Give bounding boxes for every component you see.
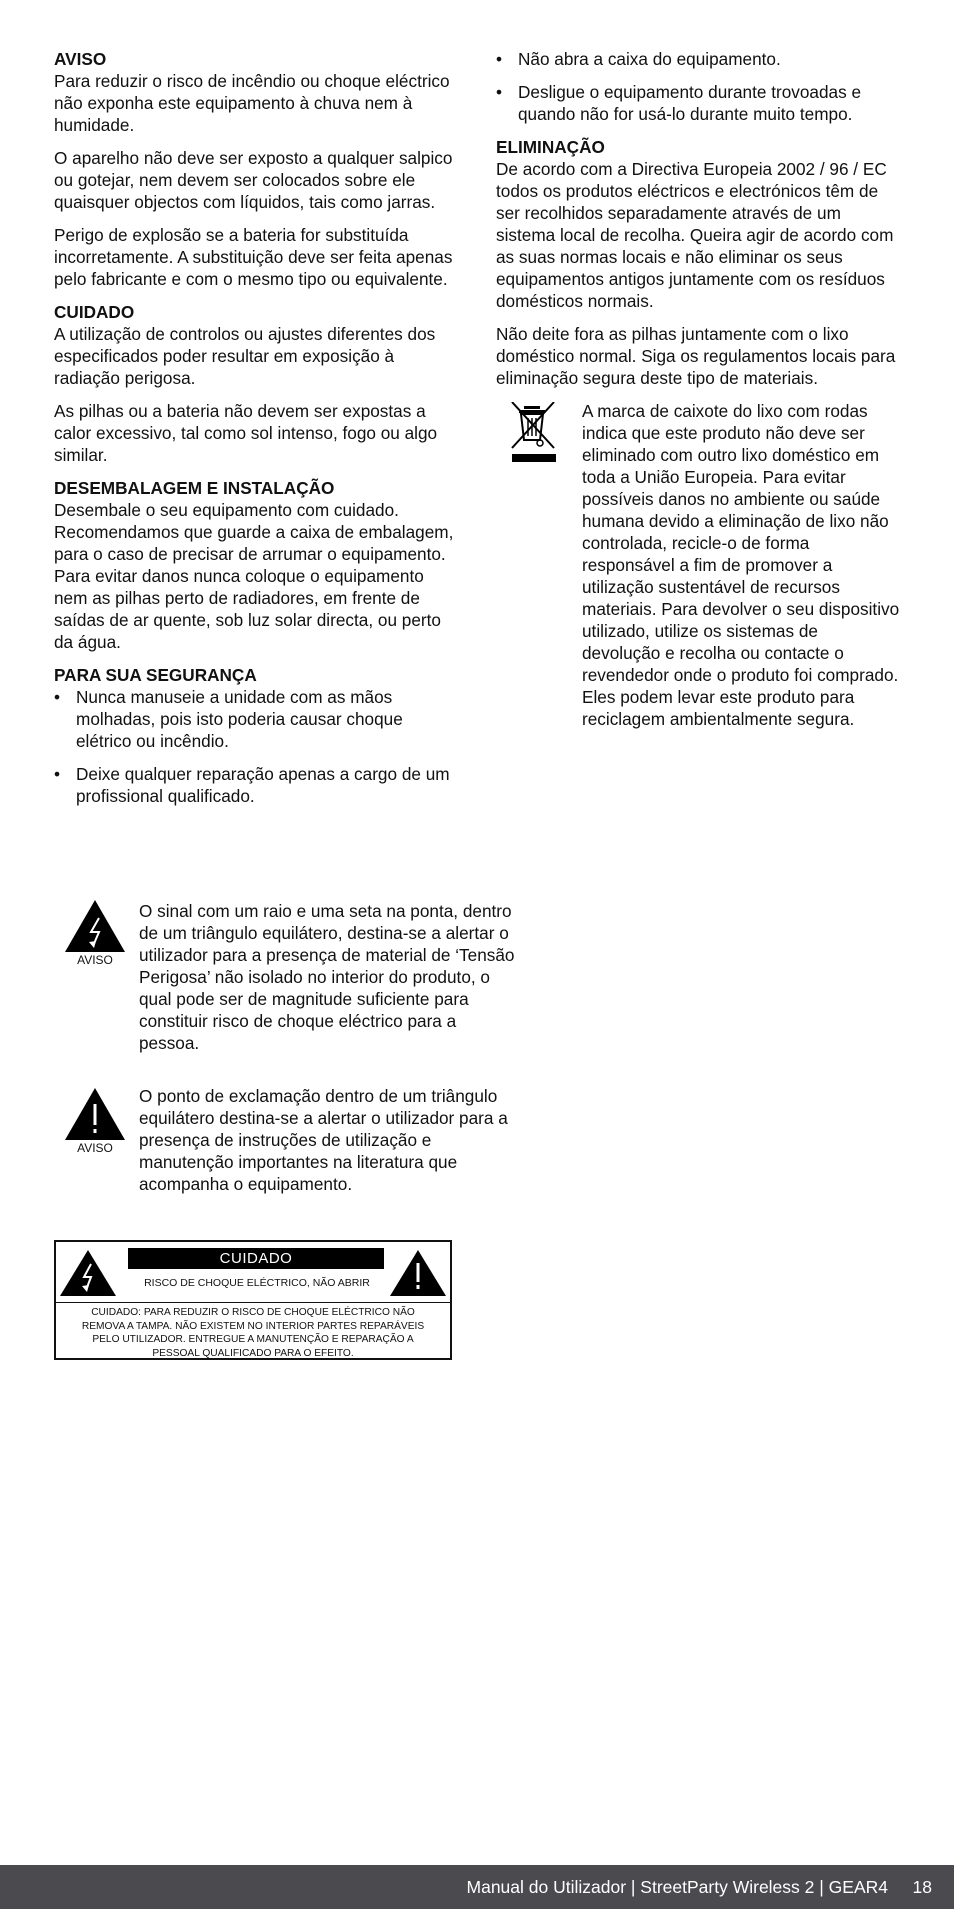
heading-eliminacao: ELIMINAÇÃO <box>496 137 605 157</box>
weee-notice <box>496 400 900 730</box>
list-item: • Nunca manuseie a unidade com as mãos molhadas, pois isto poderia causar choque elétrico ou incêndio. <box>54 686 460 752</box>
safety-list <box>54 686 460 807</box>
paragraph: Perigo de explosão se a bateria for substituída incorretamente. A substituição deve ser feita apenas pelo fabricante e com o mesmo tipo ou equivalente. <box>54 225 453 289</box>
paragraph: Desembale o seu equipamento com cuidado. Recomendamos que guarde a caixa de embalagem, para o caso de precisar de arrumar o equipamento. Para evitar danos nunca coloque o equipamento nem as pilhas perto de radiadores, em frente de saídas de ar quente, sob luz solar directa, ou perto da água. <box>54 500 454 652</box>
left-column <box>54 48 460 818</box>
lightning-triangle-icon <box>60 900 130 967</box>
heading-desembalagem: DESEMBALAGEM E INSTALAÇÃO <box>54 478 335 498</box>
heading-seguranca: PARA SUA SEGURANÇA <box>54 665 257 685</box>
list-item: • Desligue o equipamento durante trovoadas e quando não for usá-lo durante muito tempo. <box>496 81 900 125</box>
caution-body-text: CUIDADO: PARA REDUZIR O RISCO DE CHOQUE ELÉCTRICO NÃO REMOVA A TAMPA. NÃO EXISTEM NO INTERIOR PARTES REPARÁVEIS PELO UTILIZADOR. ENTREGUE A MANUTENÇÃO E REPARAÇÃO A PESSOAL QUALIFICADO PARA O EFEITO. <box>81 1307 425 1359</box>
exclamation-triangle-icon <box>390 1250 446 1301</box>
paragraph: De acordo com a Directiva Europeia 2002 / 96 / EC todos os produtos eléctricos e electrónicos têm de ser recolhidos separadamente através de um sistema local de recolha. Queira agir de acordo com as suas normas locais e não eliminar os seus equipamentos antigos juntamente com os resíduos domésticos normais. <box>496 159 894 311</box>
section-desembalagem <box>54 477 460 653</box>
section-cuidado <box>54 301 460 466</box>
weee-description: A marca de caixote do lixo com rodas indica que este produto não deve ser eliminado com outro lixo doméstico em toda a União Europeia. Para evitar possíveis danos no ambiente ou saúde humana devido a eliminação de lixo não controlada, recicle-o de forma responsável a fim de promover a utilização sustentável de recursos materiais. Para devolver o seu dispositivo utilizado, utilize os sistemas de devolução e recolha ou contacte o revendedor onde o produto foi comprado. Eles podem levar este produto para reciclagem ambientalmente segura. <box>582 401 900 729</box>
safety-list-continued <box>496 48 900 125</box>
heading-cuidado: CUIDADO <box>54 302 135 322</box>
section-seguranca <box>54 664 460 807</box>
caution-title: CUIDADO <box>128 1248 384 1269</box>
caution-label-box <box>54 1240 452 1360</box>
caution-label-header <box>56 1242 450 1303</box>
paragraph: As pilhas ou a bateria não devem ser expostas a calor excessivo, tal como sol intenso, fogo ou algo similar. <box>54 401 438 465</box>
section-aviso <box>54 48 460 290</box>
list-item: • Não abra a caixa do equipamento. <box>496 48 900 70</box>
right-column <box>496 48 900 741</box>
exclamation-triangle-icon <box>60 1088 130 1155</box>
list-item: • Deixe qualquer reparação apenas a cargo de um profissional qualificado. <box>54 763 460 807</box>
crossed-out-wheelie-bin-icon <box>510 402 560 469</box>
caution-subtitle: RISCO DE CHOQUE ELÉCTRICO, NÃO ABRIR <box>144 1277 370 1289</box>
symbol-label: AVISO <box>77 1141 113 1155</box>
page-footer <box>0 1865 954 1909</box>
symbol-description: O sinal com um raio e uma seta na ponta, dentro de um triângulo equilátero, destina-se a alertar o utilizador para a presença de material de ‘Tensão Perigosa’ não isolado no interior do produto, o qual pode ser de magnitude suficiente para constituir risco de choque eléctrico para a pessoa. <box>139 901 515 1053</box>
heading-aviso: AVISO <box>54 49 107 69</box>
lightning-triangle-icon <box>60 1250 116 1301</box>
footer-title: Manual do Utilizador | StreetParty Wireless 2 | GEAR4 <box>466 1877 888 1897</box>
symbol-description: O ponto de exclamação dentro de um triângulo equilátero destina-se a alertar o utilizador para a presença de instruções de utilização e manutenção importantes na literatura que acompanha o equipamento. <box>139 1086 508 1194</box>
paragraph: A utilização de controlos ou ajustes diferentes dos especificados poder resultar em exposição à radiação perigosa. <box>54 324 436 388</box>
symbol-label: AVISO <box>77 953 113 967</box>
paragraph: O aparelho não deve ser exposto a qualquer salpico ou gotejar, nem devem ser colocados sobre ele quaisquer objectos com líquidos, tais como jarras. <box>54 148 453 212</box>
page-number: 18 <box>912 1877 932 1897</box>
paragraph: Para reduzir o risco de incêndio ou choque eléctrico não exponha este equipamento à chuva nem à humidade. <box>54 71 450 135</box>
section-eliminacao <box>496 136 900 730</box>
paragraph: Não deite fora as pilhas juntamente com o lixo doméstico normal. Siga os regulamentos locais para eliminação segura deste tipo de materiais. <box>496 324 896 388</box>
